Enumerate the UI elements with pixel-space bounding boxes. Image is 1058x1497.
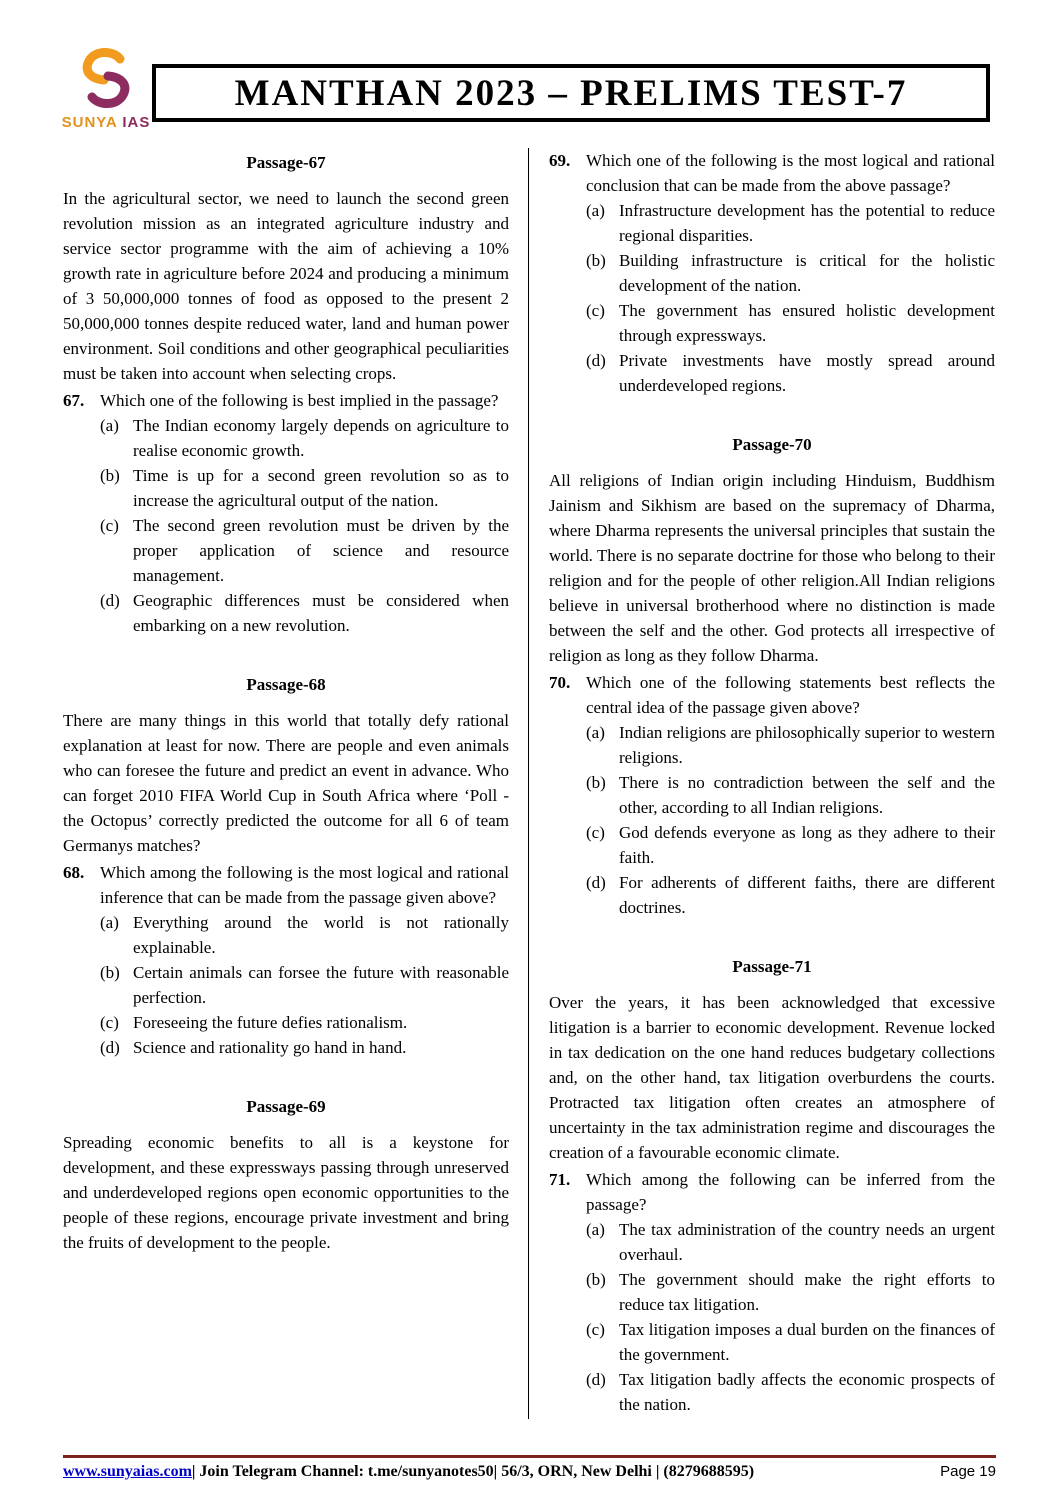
- brand-word-ias: IAS: [122, 114, 151, 131]
- question-body: [100, 860, 509, 1060]
- sunya-ias-logo-icon: [76, 46, 136, 110]
- option-label: (d): [100, 1038, 120, 1057]
- footer-contact-line: [63, 1463, 754, 1481]
- question-option: [100, 960, 509, 1010]
- option-text: The Indian economy largely depends on agriculture to realise economic growth.: [133, 416, 509, 460]
- question-number: 68.: [63, 863, 85, 882]
- footer-contact-text: | Join Telegram Channel: t.me/sunyanotes50| 56/3, ORN, New Delhi | (8279688595): [191, 1463, 755, 1480]
- question-number: 71.: [549, 1170, 571, 1189]
- question-text: Which among the following can be inferred from the passage?: [586, 1170, 995, 1214]
- option-label: (c): [100, 516, 119, 535]
- question-block: [549, 670, 995, 920]
- option-label: (d): [100, 591, 120, 610]
- question-option: [100, 1035, 509, 1060]
- question-option: [100, 463, 509, 513]
- test-title-box: [152, 64, 990, 122]
- question-option: [586, 720, 995, 770]
- passage-text: Spreading economic benefits to all is a keystone for development, and these expressways passing through unreserved and underdeveloped regions open economic opportunities to the people of these regions, encourage private investment and bring the fruits of development to the people.: [63, 1133, 509, 1252]
- passage-block: [63, 150, 509, 386]
- option-text: Time is up for a second green revolution so as to increase the agricultural output of the nation.: [133, 466, 509, 510]
- option-text: Building infrastructure is critical for the holistic development of the nation.: [619, 251, 995, 295]
- question-option: [586, 1317, 995, 1367]
- option-text: The government has ensured holistic development through expressways.: [619, 301, 995, 345]
- question-block: [549, 1167, 995, 1417]
- option-label: (a): [586, 1220, 605, 1239]
- question-option: [586, 820, 995, 870]
- option-text: There is no contradiction between the self and the other, according to all Indian religions.: [619, 773, 995, 817]
- question-row: [549, 148, 995, 398]
- question-row: [549, 1167, 995, 1417]
- passage-title: Passage-67: [246, 153, 326, 172]
- option-label: (a): [100, 416, 119, 435]
- question-body: [586, 670, 995, 920]
- passage-text: All religions of Indian origin including Hinduism, Buddhism Jainism and Sikhism are based on the supremacy of Dharma, where Dharma represents the universal principles that sustain the world. There is no separate doctrine for those who belong to their religion and for the people of other religion.All Indian religions believe in universal brotherhood where no distinction is made between the self and the other. God protects all irrespective of religion as long as they follow Dharma.: [549, 471, 995, 665]
- question-row: [549, 670, 995, 920]
- page-footer: [63, 1455, 996, 1481]
- question-text: Which one of the following statements best reflects the central idea of the passage given above?: [586, 673, 995, 717]
- question-option: [100, 413, 509, 463]
- option-label: (b): [100, 963, 120, 982]
- option-label: (c): [586, 1320, 605, 1339]
- option-label: (d): [586, 873, 606, 892]
- option-label: (d): [586, 351, 606, 370]
- option-text: God defends everyone as long as they adhere to their faith.: [619, 823, 995, 867]
- option-text: Science and rationality go hand in hand.: [133, 1038, 407, 1057]
- option-text: Tax litigation badly affects the economic prospects of the nation.: [619, 1370, 995, 1414]
- question-option: [586, 1217, 995, 1267]
- brand-word-sunya: SUNYA: [61, 114, 118, 131]
- option-label: (d): [586, 1370, 606, 1389]
- option-text: Private investments have mostly spread around underdeveloped regions.: [619, 351, 995, 395]
- question-text: Which among the following is the most logical and rational inference that can be made from the passage given above?: [100, 863, 509, 907]
- question-option: [586, 770, 995, 820]
- passage-block: [549, 432, 995, 668]
- question-block: [63, 860, 509, 1060]
- website-link[interactable]: www.sunyaias.com: [63, 1463, 192, 1480]
- question-text: Which one of the following is the most logical and rational conclusion that can be made from the above passage?: [586, 151, 995, 195]
- passage-title: Passage-69: [246, 1097, 326, 1116]
- question-option: [586, 870, 995, 920]
- option-label: (b): [586, 251, 606, 270]
- question-body: [586, 148, 995, 398]
- option-label: (b): [586, 1270, 606, 1289]
- passage-text: Over the years, it has been acknowledged that excessive litigation is a barrier to economic development. Revenue locked in tax dedication on the one hand reduces budgetary collections and, on the other hand, tax litigation overburdens the courts. Protracted tax litigation often creates an atmosphere of uncertainty in the tax administration regime and discourages the creation of a favourable economic climate.: [549, 993, 995, 1162]
- option-text: Indian religions are philosophically superior to western religions.: [619, 723, 995, 767]
- option-label: (c): [100, 1013, 119, 1032]
- question-row: [63, 860, 509, 1060]
- option-label: (a): [100, 913, 119, 932]
- question-body: [586, 1167, 995, 1417]
- left-column: [63, 146, 509, 1417]
- option-text: The government should make the right efforts to reduce tax litigation.: [619, 1270, 995, 1314]
- option-text: The second green revolution must be driven by the proper application of science and resource management.: [133, 516, 509, 585]
- question-text: Which one of the following is best implied in the passage?: [100, 391, 499, 410]
- brand-name: [50, 114, 162, 131]
- test-title: MANTHAN 2023 – PRELIMS TEST-7: [234, 72, 908, 114]
- passage-block: [63, 1094, 509, 1255]
- option-label: (b): [100, 466, 120, 485]
- question-option: [586, 298, 995, 348]
- passage-text: There are many things in this world that totally defy rational explanation at least for now. There are people and even animals who can foresee the future and predict an event in advance. Who can forget 2010 FIFA World Cup in South Africa where ‘Poll - the Octopus’ correctly predicted the outcome for all 6 of team Germanys matches?: [63, 711, 509, 855]
- passage-title: Passage-68: [246, 675, 326, 694]
- option-text: Geographic differences must be considered when embarking on a new revolution.: [133, 591, 509, 635]
- passage-text: In the agricultural sector, we need to launch the second green revolution mission as an integrated agriculture industry and service sector programme with the aim of achieving a 10% growth rate in agriculture before 2024 and producing a minimum of 3 50,000,000 tonnes of food as opposed to the present 2 50,000,000 tonnes despite reduced water, land and human power environment. Soil conditions and other geographical peculiarities must be taken into account when selecting crops.: [63, 189, 509, 383]
- brand-logo-block: [50, 46, 162, 131]
- option-text: Tax litigation imposes a dual burden on the finances of the government.: [619, 1320, 995, 1364]
- option-text: Foreseeing the future defies rationalism.: [133, 1013, 408, 1032]
- page-content: [63, 146, 995, 1417]
- option-text: The tax administration of the country needs an urgent overhaul.: [619, 1220, 995, 1264]
- option-text: Certain animals can forsee the future with reasonable perfection.: [133, 963, 509, 1007]
- option-label: (b): [586, 773, 606, 792]
- option-label: (a): [586, 201, 605, 220]
- passage-block: [549, 954, 995, 1165]
- option-label: (a): [586, 723, 605, 742]
- column-divider: [509, 146, 549, 1417]
- question-option: [586, 1367, 995, 1417]
- question-option: [586, 198, 995, 248]
- option-text: Everything around the world is not rationally explainable.: [133, 913, 509, 957]
- question-option: [586, 1267, 995, 1317]
- option-label: (c): [586, 301, 605, 320]
- page-number: Page 19: [940, 1463, 996, 1480]
- question-option: [586, 348, 995, 398]
- question-option: [100, 513, 509, 588]
- passage-title: Passage-70: [732, 435, 812, 454]
- option-text: For adherents of different faiths, there are different doctrines.: [619, 873, 995, 917]
- question-row: [63, 388, 509, 638]
- footer-rule: [63, 1455, 996, 1458]
- question-option: [586, 248, 995, 298]
- question-body: [100, 388, 509, 638]
- question-block: [63, 388, 509, 638]
- option-label: (c): [586, 823, 605, 842]
- passage-title: Passage-71: [732, 957, 812, 976]
- question-option: [100, 588, 509, 638]
- passage-block: [63, 672, 509, 858]
- question-number: 67.: [63, 391, 85, 410]
- question-number: 69.: [549, 151, 571, 170]
- question-option: [100, 1010, 509, 1035]
- right-column: [549, 146, 995, 1417]
- question-block: [549, 148, 995, 398]
- option-text: Infrastructure development has the potential to reduce regional disparities.: [619, 201, 995, 245]
- question-number: 70.: [549, 673, 571, 692]
- question-option: [100, 910, 509, 960]
